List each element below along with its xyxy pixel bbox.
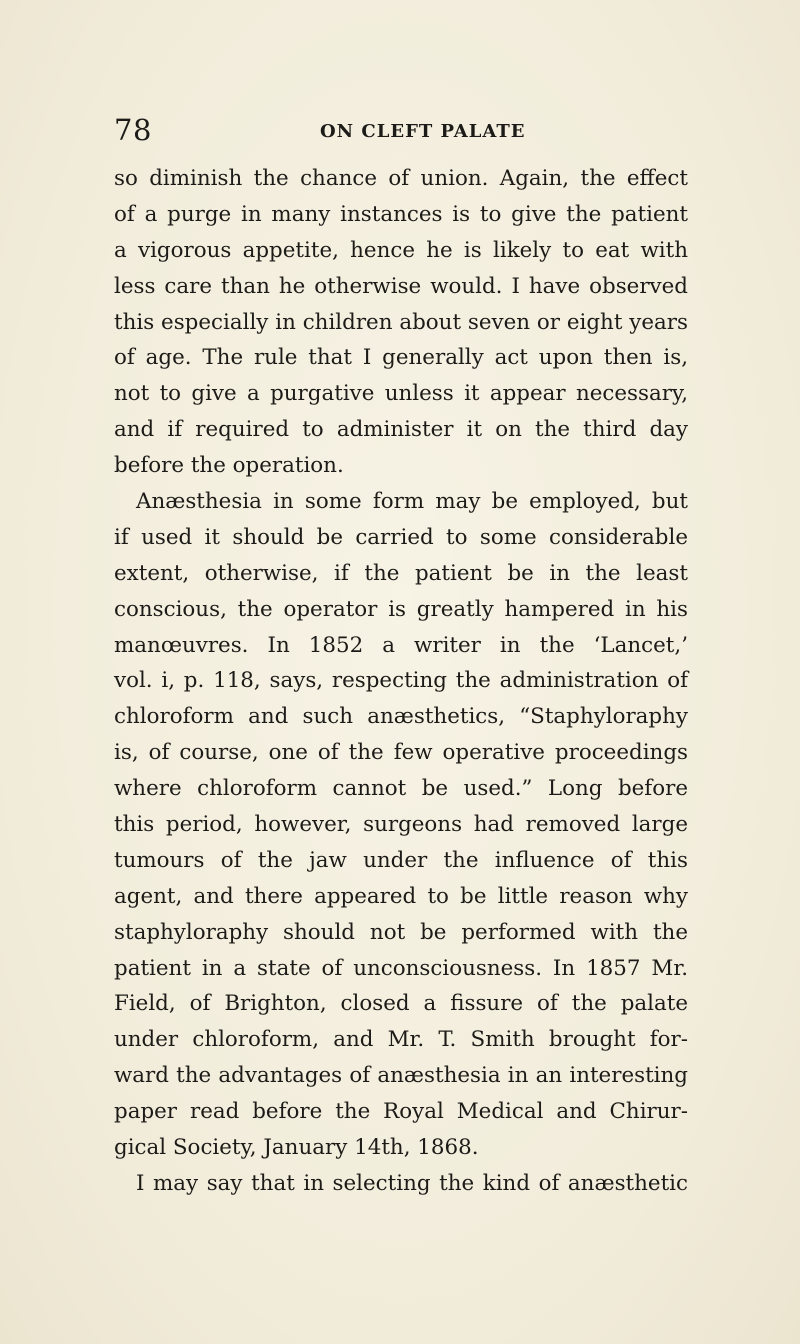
text-line: and if required to administer it on the third day — [114, 417, 688, 443]
text-line: paper read before the Royal Medical and Chirur- — [114, 1099, 688, 1125]
text-line: under chloroform, and Mr. T. Smith brought for- — [114, 1027, 688, 1053]
text-line: where chloroform cannot be used.” Long before — [114, 776, 688, 802]
text-line: gical Society, January 14th, 1868. — [114, 1135, 479, 1161]
text-line: vol. i, p. 118, says, respecting the administration of — [114, 668, 688, 694]
text-line: not to give a purgative unless it appear necessary, — [114, 381, 688, 407]
running-title: ON CLEFT PALATE — [320, 121, 526, 142]
page-number: 78 — [114, 113, 152, 147]
text-line: less care than he otherwise would. I have observed — [114, 273, 688, 299]
text-line: staphyloraphy should not be performed with the — [114, 919, 688, 945]
text-line: of age. The rule that I generally act upon then is, — [114, 345, 688, 371]
text-line: so diminish the chance of union. Again, the effect — [114, 166, 688, 191]
text-line: Anæsthesia in some form may be employed, but — [136, 489, 688, 515]
text-line: a vigorous appetite, hence he is likely to eat with — [114, 237, 688, 263]
body-text — [114, 161, 688, 1202]
text-line: conscious, the operator is greatly hampered in his — [114, 596, 688, 622]
text-line: ward the advantages of anæsthesia in an interesting — [114, 1063, 688, 1089]
text-line: is, of course, one of the few operative proceedings — [114, 740, 688, 766]
text-line: extent, otherwise, if the patient be in the least — [114, 560, 688, 586]
text-line: before the operation. — [114, 453, 344, 479]
text-line: agent, and there appeared to be little reason why — [114, 883, 688, 909]
text-line: I may say that in selecting the kind of anæsthetic — [136, 1170, 688, 1196]
text-line: if used it should be carried to some considerable — [114, 524, 688, 550]
text-line: manœuvres. In 1852 a writer in the ‘Lancet,’ — [114, 632, 688, 658]
text-line: this period, however, surgeons had removed large — [114, 812, 688, 838]
page-header — [114, 110, 688, 150]
text-line: Field, of Brighton, closed a fissure of the palate — [114, 991, 688, 1017]
text-line: tumours of the jaw under the influence of this — [114, 847, 688, 873]
text-line: chloroform and such anæsthetics, “Staphyloraphy — [114, 704, 688, 730]
text-line: patient in a state of unconsciousness. In 1857 Mr. — [114, 955, 688, 981]
text-line: this especially in children about seven or eight years — [114, 309, 688, 335]
text-line: of a purge in many instances is to give the patient — [114, 201, 688, 227]
